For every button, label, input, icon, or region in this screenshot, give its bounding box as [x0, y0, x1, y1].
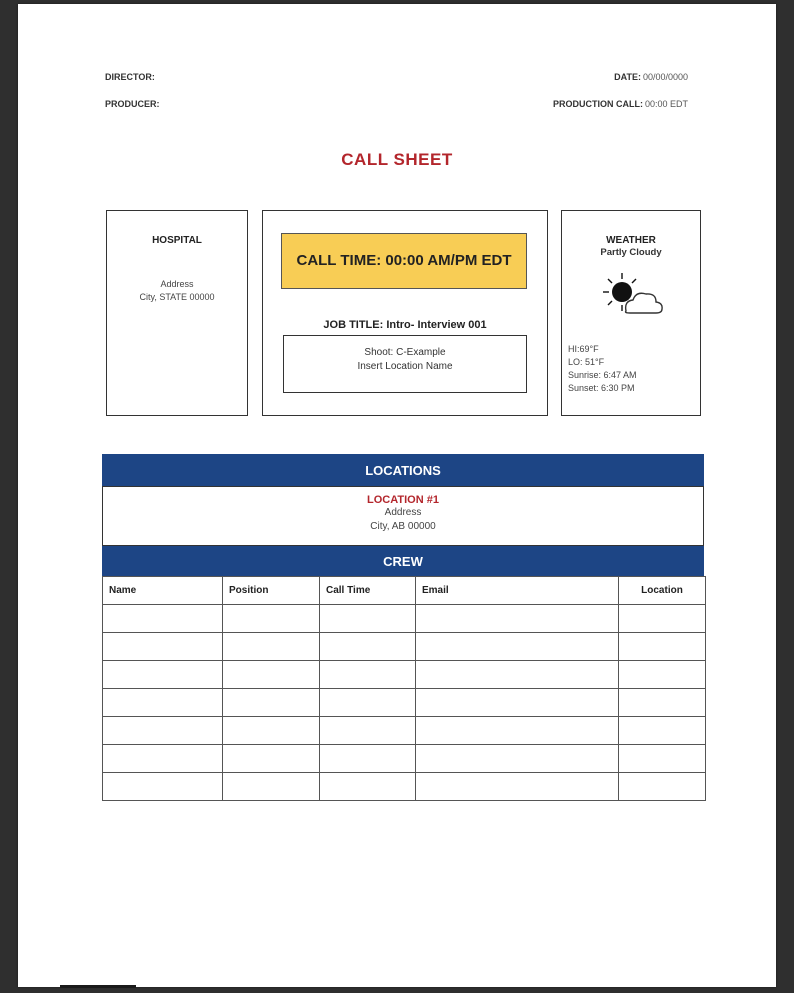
hospital-address: Address	[160, 279, 194, 289]
page-edge-mark	[60, 985, 136, 988]
director-label: DIRECTOR:	[105, 72, 155, 82]
producer-label: PRODUCER:	[105, 99, 160, 109]
table-cell	[416, 745, 619, 773]
table-cell	[103, 633, 223, 661]
crew-col-call-time: Call Time	[320, 577, 416, 605]
production-call-value: 00:00 EDT	[644, 99, 688, 109]
table-cell	[619, 661, 706, 689]
weather-hi: HI:69°F	[568, 344, 599, 354]
location-name: LOCATION #1	[367, 494, 439, 506]
hospital-box	[106, 210, 248, 416]
crew-col-name: Name	[103, 577, 223, 605]
partly-cloudy-icon	[596, 269, 666, 319]
table-row	[103, 661, 706, 689]
page-title: CALL SHEET	[341, 150, 453, 169]
weather-sunset: Sunset: 6:30 PM	[568, 383, 635, 393]
weather-lo: LO: 51°F	[568, 357, 605, 367]
weather-condition: Partly Cloudy	[600, 247, 662, 258]
location-box	[102, 486, 704, 546]
call-info-box	[262, 210, 548, 416]
table-cell	[103, 717, 223, 745]
table-cell	[416, 605, 619, 633]
table-cell	[223, 633, 320, 661]
table-cell	[416, 717, 619, 745]
crew-band: CREW	[102, 546, 704, 576]
weather-sunrise: Sunrise: 6:47 AM	[568, 370, 637, 380]
table-cell	[223, 717, 320, 745]
table-cell	[103, 689, 223, 717]
table-row	[103, 605, 706, 633]
table-cell	[320, 605, 416, 633]
table-row	[103, 717, 706, 745]
weather-details	[568, 343, 637, 395]
table-cell	[619, 633, 706, 661]
table-cell	[223, 745, 320, 773]
date-value: 00/00/0000	[642, 72, 688, 82]
hospital-title: HOSPITAL	[152, 235, 202, 246]
crew-col-position: Position	[223, 577, 320, 605]
crew-col-location: Location	[619, 577, 706, 605]
document-page	[18, 4, 776, 987]
date-field	[614, 72, 688, 82]
shoot-label: Shoot: C-Example	[364, 347, 446, 358]
table-row	[103, 745, 706, 773]
table-cell	[619, 605, 706, 633]
table-cell	[223, 661, 320, 689]
table-cell	[320, 689, 416, 717]
locations-band: LOCATIONS	[102, 454, 704, 486]
producer-field	[105, 99, 160, 109]
table-cell	[416, 689, 619, 717]
crew-header-row	[103, 577, 706, 605]
production-call-label: PRODUCTION CALL:	[552, 99, 643, 109]
table-row	[103, 633, 706, 661]
hospital-city: City, STATE 00000	[139, 292, 215, 302]
table-row	[103, 689, 706, 717]
crew-table	[102, 576, 706, 801]
table-cell	[619, 745, 706, 773]
table-cell	[103, 773, 223, 801]
table-cell	[416, 633, 619, 661]
table-cell	[223, 605, 320, 633]
location-city: City, AB 00000	[370, 521, 436, 532]
date-label: DATE:	[614, 72, 641, 82]
table-row	[103, 773, 706, 801]
table-cell	[320, 633, 416, 661]
job-title: JOB TITLE: Intro- Interview 001	[323, 319, 487, 331]
table-cell	[103, 745, 223, 773]
table-cell	[223, 689, 320, 717]
table-cell	[223, 773, 320, 801]
table-cell	[619, 689, 706, 717]
table-cell	[320, 745, 416, 773]
table-cell	[416, 661, 619, 689]
table-cell	[103, 605, 223, 633]
location-name-placeholder: Insert Location Name	[357, 361, 453, 372]
location-address: Address	[384, 507, 422, 518]
call-time-banner: CALL TIME: 00:00 AM/PM EDT	[281, 233, 527, 289]
weather-title: WEATHER	[606, 235, 656, 246]
table-cell	[103, 661, 223, 689]
table-cell	[320, 661, 416, 689]
table-cell	[320, 773, 416, 801]
table-cell	[619, 717, 706, 745]
crew-col-email: Email	[416, 577, 619, 605]
weather-box	[561, 210, 701, 416]
table-cell	[416, 773, 619, 801]
table-cell	[619, 773, 706, 801]
director-field	[105, 72, 155, 82]
table-cell	[320, 717, 416, 745]
shoot-box	[283, 335, 527, 393]
production-call-field	[553, 99, 688, 109]
